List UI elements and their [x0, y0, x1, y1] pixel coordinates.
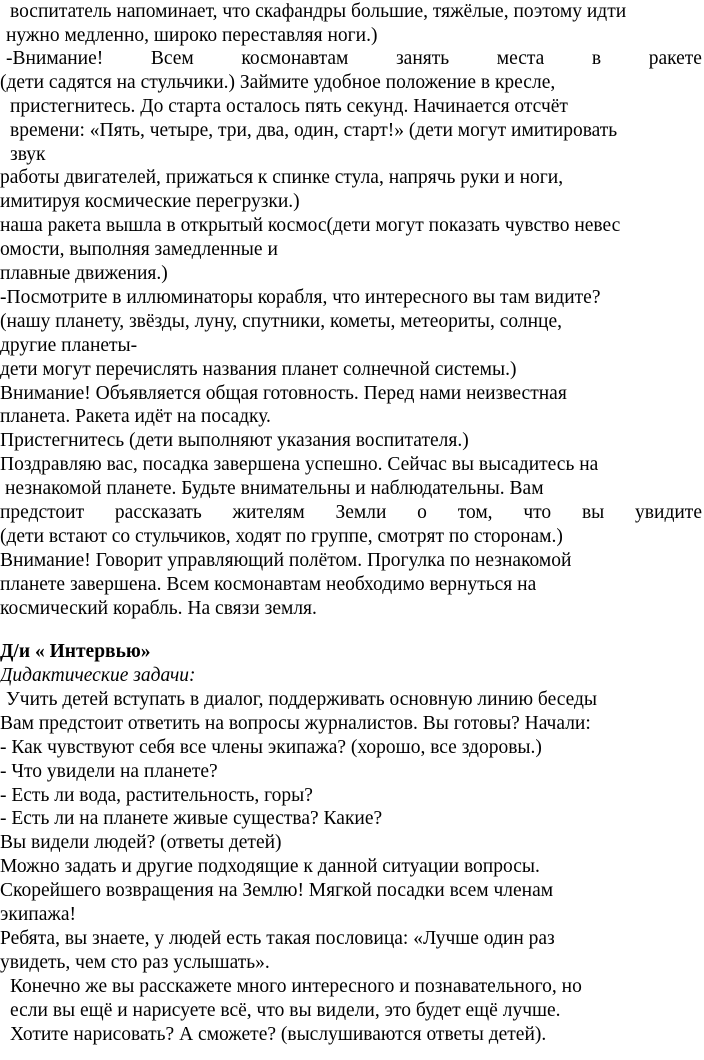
paragraph-line: Можно задать и другие подходящие к данной ситуации вопросы. [0, 856, 540, 877]
paragraph-line: плавные движения.) [0, 263, 168, 284]
paragraph-line: работы двигателей, прижаться к спинке стула, напрячь руки и ноги, [0, 167, 564, 188]
paragraph-line-justified [6, 47, 702, 71]
paragraph-line: Хотите нарисовать? А сможете? (выслушиваются ответы детей). [10, 1024, 547, 1045]
section-heading: Д/и « Интервью» [0, 641, 151, 662]
word: жителям [232, 502, 305, 523]
paragraph-line: Вам предстоит ответить на вопросы журналистов. Вы готовы? Начали: [0, 713, 591, 734]
paragraph-line: пристегнитесь. До старта осталось пять секунд. Начинается отсчёт [10, 96, 568, 117]
word: увидите [635, 502, 702, 523]
word: рассказать [114, 502, 202, 523]
word: в [591, 48, 602, 69]
word: о [417, 502, 427, 523]
paragraph-line: Поздравляю вас, посадка завершена успешно. Сейчас вы высадитесь на [0, 454, 599, 475]
paragraph-line: (дети садятся на стульчики.) Займите удобное положение в кресле, [0, 72, 556, 93]
paragraph-line-justified [0, 501, 702, 525]
list-item: - Как чувствуют себя все члены экипажа? (хорошо, все здоровы.) [0, 737, 542, 758]
paragraph-line: Скорейшего возвращения на Землю! Мягкой посадки всем членам [0, 880, 554, 901]
word: ракете [648, 48, 702, 69]
paragraph-line: Конечно же вы расскажете много интересного и познавательного, но [10, 976, 582, 997]
paragraph-line: дети могут перечислять названия планет солнечной системы.) [0, 359, 517, 380]
paragraph-line: -Посмотрите в иллюминаторы корабля, что интересного вы там видите? [0, 287, 601, 308]
word: места [496, 48, 545, 69]
word: Земли [335, 502, 387, 523]
list-item: - Есть ли на планете живые существа? Какие? [0, 808, 383, 829]
paragraph-line: Учить детей вступать в диалог, поддерживать основную линию беседы [6, 689, 598, 710]
paragraph-line: Вы видели людей? (ответы детей) [0, 832, 282, 853]
paragraph-line: времени: «Пять, четыре, три, два, один, старт!» (дети могут имитировать [10, 120, 618, 141]
paragraph-line: нужно медленно, широко переставляя ноги.) [6, 25, 378, 46]
list-item: - Есть ли вода, растительность, горы? [0, 785, 313, 806]
word: вы [581, 502, 605, 523]
word: занять [395, 48, 450, 69]
list-item: - Что увидели на планете? [0, 761, 218, 782]
word: космонавтам [241, 48, 349, 69]
paragraph-line: воспитатель напоминает, что скафандры большие, тяжёлые, поэтому идти [10, 1, 627, 22]
paragraph-line: омости, выполняя замедленные и [0, 239, 278, 260]
paragraph-line: если вы ещё и нарисуете всё, что вы видели, это будет ещё лучше. [10, 1000, 561, 1021]
paragraph-line: (дети встают со стульчиков, ходят по группе, смотрят по сторонам.) [0, 526, 563, 547]
paragraph-line: звук [10, 144, 46, 165]
paragraph-line: планета. Ракета идёт на посадку. [0, 406, 271, 427]
paragraph-line: Пристегнитесь (дети выполняют указания воспитателя.) [0, 430, 469, 451]
paragraph-line: планете завершена. Всем космонавтам необходимо вернуться на [0, 574, 537, 595]
word: -Внимание! [6, 48, 104, 69]
paragraph-line: Ребята, вы знаете, у людей есть такая пословица: «Лучше один раз [0, 928, 555, 949]
word: предстоит [0, 502, 85, 523]
word: Всем [150, 48, 194, 69]
paragraph-line: Внимание! Говорит управляющий полётом. Прогулка по незнакомой [0, 550, 572, 571]
paragraph-line: космический корабль. На связи земля. [0, 598, 317, 619]
paragraph-line: другие планеты- [0, 335, 138, 356]
word: что [523, 502, 552, 523]
paragraph-line: имитируя космические перегрузки.) [0, 191, 300, 212]
paragraph-line: экипажа! [0, 904, 76, 925]
paragraph-line: увидеть, чем сто раз услышать». [0, 952, 270, 973]
word: том, [457, 502, 493, 523]
paragraph-line: наша ракета вышла в открытый космос(дети могут показать чувство невес [0, 215, 621, 236]
paragraph-line: (нашу планету, звёзды, луну, спутники, кометы, метеориты, солнце, [0, 311, 562, 332]
paragraph-line: Внимание! Объявляется общая готовность. Перед нами неизвестная [0, 383, 567, 404]
paragraph-line: незнакомой планете. Будьте внимательны и наблюдательны. Вам [5, 478, 544, 499]
section-subheading: Дидактические задачи: [0, 665, 196, 686]
